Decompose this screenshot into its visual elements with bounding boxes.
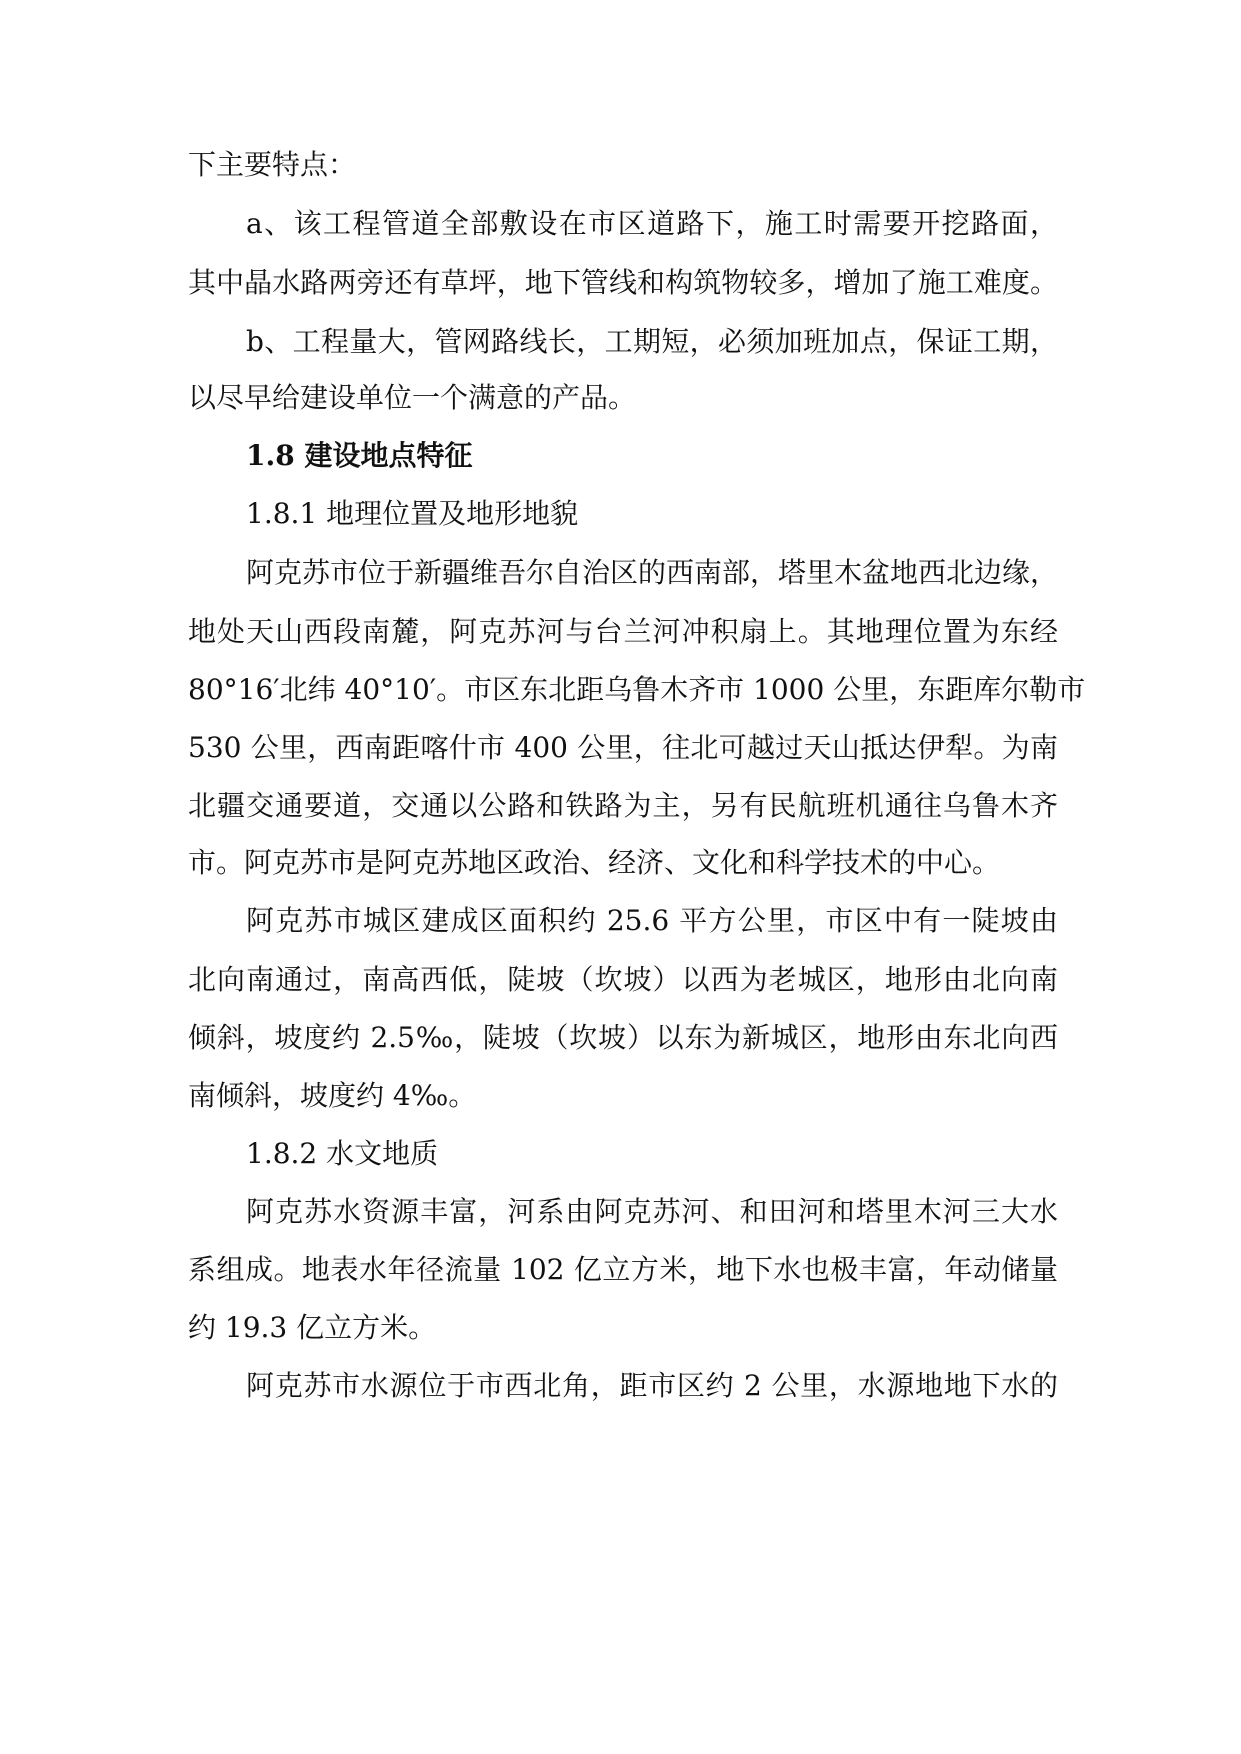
text-line: 下主要特点： (188, 148, 357, 181)
text-line: 北疆交通要道，交通以公路和铁路为主，另有民航班机通往乌鲁木齐 (188, 789, 1058, 822)
section-heading: 1.8 建设地点特征 (246, 439, 473, 472)
text-line: 阿克苏水资源丰富，河系由阿克苏河、和田河和塔里木河三大水 (246, 1195, 1058, 1228)
text-line: 阿克苏市城区建成区面积约 25.6 平方公里，市区中有一陡坡由 (246, 904, 1058, 937)
text-line: 以尽早给建设单位一个满意的产品。 (188, 381, 637, 414)
text-line: 约 19.3 亿立方米。 (188, 1311, 437, 1344)
text-line: 市。阿克苏市是阿克苏地区政治、经济、文化和科学技术的中心。 (188, 846, 1001, 879)
subsection-heading: 1.8.1 地理位置及地形地貌 (246, 497, 579, 530)
text-line: 80°16′北纬 40°10′。市区东北距乌鲁木齐市 1000 公里，东距库尔勒市 (188, 673, 1086, 706)
text-line: 倾斜，坡度约 2.5‰，陡坡（坎坡）以东为新城区，地形由东北向西 (188, 1021, 1058, 1054)
text-line: 530 公里，西南距喀什市 400 公里，往北可越过天山抵达伊犁。为南 (188, 731, 1058, 764)
text-line: 系组成。地表水年径流量 102 亿立方米，地下水也极丰富，年动储量 (188, 1253, 1058, 1286)
subsection-heading: 1.8.2 水文地质 (246, 1137, 439, 1170)
text-line: b、工程量大，管网路线长，工期短，必须加班加点，保证工期， (246, 325, 1058, 358)
text-line: 地处天山西段南麓，阿克苏河与台兰河冲积扇上。其地理位置为东经 (188, 615, 1058, 648)
text-line: 阿克苏市位于新疆维吾尔自治区的西南部，塔里木盆地西北边缘， (246, 556, 1059, 589)
text-line: 阿克苏市水源位于市西北角，距市区约 2 公里，水源地地下水的 (246, 1369, 1058, 1402)
text-line: a、该工程管道全部敷设在市区道路下，施工时需要开挖路面， (246, 207, 1058, 240)
text-line: 其中晶水路两旁还有草坪，地下管线和构筑物较多，增加了施工难度。 (188, 266, 1058, 299)
text-line: 南倾斜，坡度约 4‰。 (188, 1079, 477, 1112)
text-line: 北向南通过，南高西低，陡坡（坎坡）以西为老城区，地形由北向南 (188, 963, 1058, 996)
